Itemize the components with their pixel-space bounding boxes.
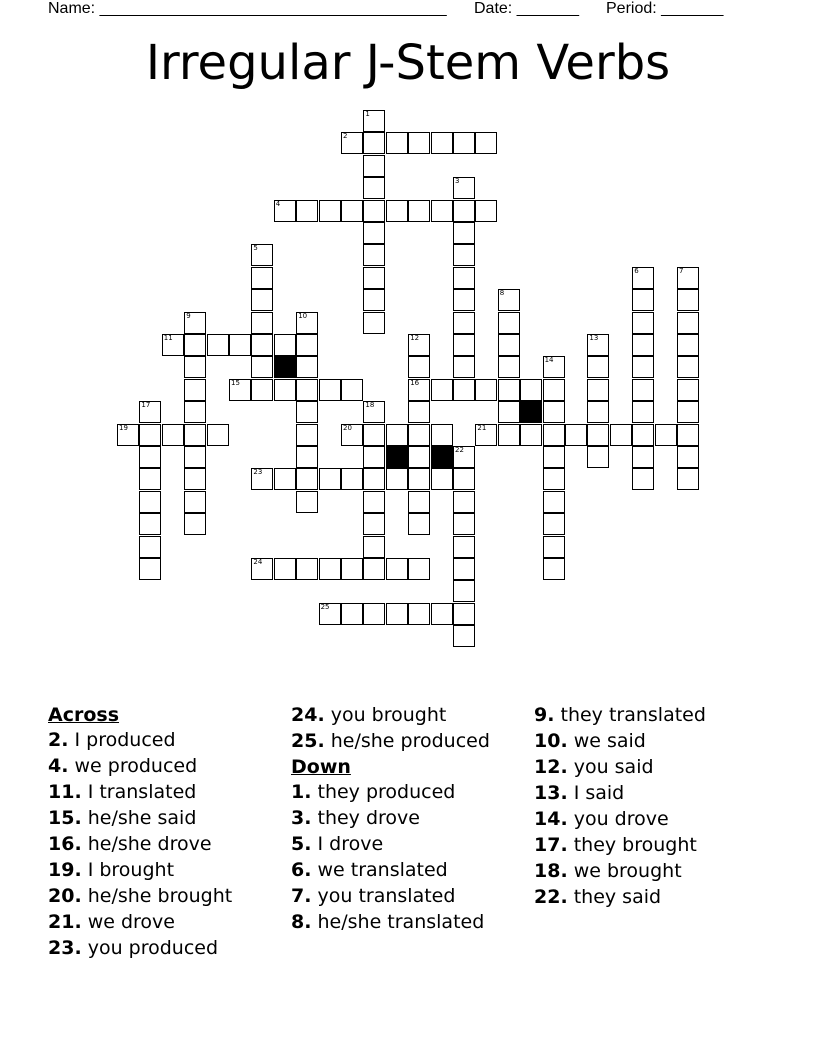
clue-text: we brought	[567, 860, 682, 882]
grid-cell[interactable]	[251, 267, 273, 289]
grid-cell[interactable]	[363, 424, 385, 446]
grid-cell[interactable]	[453, 379, 475, 401]
grid-cell[interactable]	[632, 356, 654, 378]
grid-cell[interactable]	[386, 424, 408, 446]
clue-number: 3	[455, 177, 460, 186]
grid-cell[interactable]	[632, 401, 654, 423]
grid-cell[interactable]	[296, 491, 318, 513]
grid-cell[interactable]	[274, 468, 296, 490]
grid-cell[interactable]	[363, 132, 385, 154]
grid-cell[interactable]	[475, 424, 497, 446]
grid-cell[interactable]	[655, 424, 677, 446]
grid-cell[interactable]	[296, 312, 318, 334]
date-label: Date:	[474, 0, 513, 17]
grid-cell[interactable]	[408, 491, 430, 513]
grid-cell[interactable]	[363, 513, 385, 535]
clues-column-1	[48, 703, 278, 962]
grid-cell[interactable]	[453, 603, 475, 625]
grid-cell[interactable]	[632, 267, 654, 289]
grid-cell[interactable]	[453, 222, 475, 244]
down-heading: Down	[291, 756, 351, 778]
clue-text: he/she said	[81, 807, 197, 829]
grid-cell[interactable]	[296, 379, 318, 401]
grid-cell[interactable]	[453, 312, 475, 334]
grid-cell[interactable]	[498, 379, 520, 401]
clue-number-label: 10.	[534, 730, 568, 752]
clue-number: 5	[253, 244, 258, 253]
grid-cell[interactable]	[363, 312, 385, 334]
clue-item	[534, 807, 774, 832]
grid-cell[interactable]	[431, 200, 453, 222]
grid-cell[interactable]	[184, 446, 206, 468]
clue-number: 2	[343, 132, 348, 141]
grid-cell[interactable]	[632, 468, 654, 490]
grid-cell[interactable]	[610, 424, 632, 446]
grid-cell[interactable]	[184, 424, 206, 446]
grid-cell[interactable]	[251, 289, 273, 311]
clue-text: I produced	[68, 729, 176, 751]
clue-number-label: 7.	[291, 885, 312, 907]
clue-text: you produced	[81, 937, 219, 959]
grid-cell[interactable]	[139, 536, 161, 558]
grid-cell[interactable]	[677, 446, 699, 468]
clue-number: 17	[141, 401, 151, 410]
grid-cell[interactable]	[453, 491, 475, 513]
clue-text: he/she drove	[81, 833, 212, 855]
grid-cell[interactable]	[251, 334, 273, 356]
grid-cell[interactable]	[453, 267, 475, 289]
grid-cell[interactable]	[363, 177, 385, 199]
grid-cell[interactable]	[184, 379, 206, 401]
clue-text: you said	[567, 756, 654, 778]
grid-cell[interactable]	[363, 110, 385, 132]
clue-number: 6	[634, 266, 639, 275]
grid-cell[interactable]	[363, 289, 385, 311]
black-square	[520, 401, 542, 423]
clue-item	[291, 858, 491, 883]
grid-cell[interactable]	[408, 446, 430, 468]
clue-number-label: 16.	[48, 833, 82, 855]
grid-cell[interactable]	[341, 603, 363, 625]
grid-cell[interactable]	[543, 424, 565, 446]
clue-item	[534, 755, 774, 780]
grid-cell[interactable]	[475, 200, 497, 222]
clues-column-3	[534, 703, 774, 911]
grid-cell[interactable]	[453, 513, 475, 535]
clue-item	[291, 910, 491, 935]
grid-cell[interactable]	[296, 356, 318, 378]
grid-cell[interactable]	[431, 424, 453, 446]
clue-item	[48, 910, 278, 935]
grid-cell[interactable]	[386, 603, 408, 625]
clue-text: they said	[567, 886, 662, 908]
clue-number: 24	[253, 558, 263, 566]
clue-number: 1	[365, 110, 370, 118]
grid-cell[interactable]	[408, 424, 430, 446]
grid-cell[interactable]	[453, 558, 475, 580]
grid-cell[interactable]	[408, 379, 430, 401]
black-square	[274, 356, 296, 378]
grid-cell[interactable]	[453, 446, 475, 468]
grid-cell[interactable]	[229, 379, 251, 401]
clue-text: I translated	[81, 781, 197, 803]
grid-cell[interactable]	[386, 200, 408, 222]
grid-cell[interactable]	[453, 200, 475, 222]
grid-cell[interactable]	[251, 356, 273, 378]
clue-number: 20	[343, 423, 352, 432]
grid-cell[interactable]	[453, 334, 475, 356]
grid-cell[interactable]	[408, 558, 430, 580]
across-heading: Across	[48, 704, 120, 726]
clue-number-label: 23.	[48, 937, 82, 959]
grid-cell[interactable]	[319, 603, 341, 625]
grid-cell[interactable]	[453, 356, 475, 378]
clue-item	[534, 885, 774, 910]
clue-item	[534, 859, 774, 884]
clue-number: 4	[275, 199, 281, 208]
clue-number-label: 15.	[48, 807, 82, 829]
clue-number-label: 2.	[48, 729, 69, 751]
grid-cell[interactable]	[431, 132, 453, 154]
clue-text: you translated	[311, 885, 456, 907]
clue-number: 11	[163, 334, 173, 342]
grid-cell[interactable]	[520, 424, 542, 446]
clue-item	[534, 703, 774, 728]
clue-item	[48, 884, 278, 909]
grid-cell[interactable]	[587, 446, 609, 468]
grid-cell[interactable]	[498, 289, 520, 311]
clue-text: they brought	[567, 834, 697, 856]
black-square	[431, 446, 453, 468]
grid-cell[interactable]	[139, 424, 161, 446]
grid-cell[interactable]	[184, 356, 206, 378]
clue-number: 18	[365, 401, 375, 410]
date-line: _______	[516, 0, 579, 17]
clue-number: 8	[499, 289, 505, 298]
grid-cell[interactable]	[363, 558, 385, 580]
clue-item	[291, 703, 491, 728]
grid-cell[interactable]	[162, 424, 184, 446]
grid-cell[interactable]	[498, 424, 520, 446]
grid-cell[interactable]	[319, 200, 341, 222]
clue-number-label: 24.	[291, 704, 325, 726]
clue-text: he/she translated	[311, 911, 485, 933]
grid-cell[interactable]	[543, 379, 565, 401]
grid-cell[interactable]	[498, 401, 520, 423]
grid-cell[interactable]	[475, 379, 497, 401]
grid-cell[interactable]	[498, 334, 520, 356]
grid-cell[interactable]	[677, 312, 699, 334]
clue-text: we translated	[311, 859, 448, 881]
clue-item	[48, 754, 278, 779]
grid-cell[interactable]	[632, 446, 654, 468]
grid-cell[interactable]	[363, 446, 385, 468]
clue-item	[291, 806, 491, 831]
grid-cell[interactable]	[184, 312, 206, 334]
grid-cell[interactable]	[632, 312, 654, 334]
grid-cell[interactable]	[587, 356, 609, 378]
grid-cell[interactable]	[453, 625, 475, 647]
grid-cell[interactable]	[408, 513, 430, 535]
grid-cell[interactable]	[162, 334, 184, 356]
grid-cell[interactable]	[274, 334, 296, 356]
clue-item	[48, 832, 278, 857]
clue-number: 22	[455, 446, 464, 454]
grid-cell[interactable]	[453, 177, 475, 199]
clue-number: 19	[119, 423, 128, 432]
grid-cell[interactable]	[184, 401, 206, 423]
clue-number: 25	[320, 602, 330, 611]
grid-cell[interactable]	[139, 558, 161, 580]
grid-cell[interactable]	[184, 491, 206, 513]
clue-item	[534, 833, 774, 858]
grid-cell[interactable]	[632, 334, 654, 356]
clue-number-label: 19.	[48, 859, 82, 881]
grid-cell[interactable]	[587, 401, 609, 423]
clue-number-label: 20.	[48, 885, 82, 907]
grid-cell[interactable]	[274, 379, 296, 401]
grid-cell[interactable]	[139, 468, 161, 490]
grid-cell[interactable]	[520, 379, 542, 401]
clue-text: he/she brought	[81, 885, 233, 907]
grid-cell[interactable]	[408, 401, 430, 423]
grid-cell[interactable]	[296, 468, 318, 490]
grid-cell[interactable]	[543, 468, 565, 490]
clue-number-label: 13.	[534, 782, 568, 804]
grid-cell[interactable]	[363, 603, 385, 625]
grid-cell[interactable]	[677, 267, 699, 289]
clue-item	[291, 729, 491, 754]
grid-cell[interactable]	[587, 424, 609, 446]
clue-text: you brought	[324, 704, 447, 726]
clue-number: 14	[544, 356, 554, 365]
clue-item	[48, 806, 278, 831]
clue-number: 21	[477, 423, 487, 432]
clue-number: 10	[298, 311, 308, 320]
grid-cell[interactable]	[632, 424, 654, 446]
grid-cell[interactable]	[543, 356, 565, 378]
clue-number-label: 14.	[534, 808, 568, 830]
grid-cell[interactable]	[363, 468, 385, 490]
grid-cell[interactable]	[475, 132, 497, 154]
clue-text: we produced	[68, 755, 198, 777]
clue-number-label: 5.	[291, 833, 312, 855]
name-label: Name:	[48, 0, 96, 17]
grid-cell[interactable]	[386, 558, 408, 580]
grid-cell[interactable]	[408, 468, 430, 490]
grid-cell[interactable]	[139, 401, 161, 423]
grid-cell[interactable]	[319, 468, 341, 490]
grid-cell[interactable]	[677, 289, 699, 311]
clue-number-label: 22.	[534, 886, 568, 908]
grid-cell[interactable]	[498, 356, 520, 378]
grid-cell[interactable]	[363, 401, 385, 423]
grid-cell[interactable]	[363, 200, 385, 222]
grid-cell[interactable]	[453, 289, 475, 311]
clue-number-label: 18.	[534, 860, 568, 882]
grid-cell[interactable]	[453, 244, 475, 266]
clue-item	[291, 884, 491, 909]
clue-number-label: 25.	[291, 730, 325, 752]
grid-cell[interactable]	[296, 446, 318, 468]
grid-cell[interactable]	[431, 379, 453, 401]
grid-cell[interactable]	[363, 491, 385, 513]
clue-number: 9	[186, 311, 191, 320]
grid-cell[interactable]	[453, 536, 475, 558]
clue-number-label: 21.	[48, 911, 82, 933]
clue-item	[48, 728, 278, 753]
grid-cell[interactable]	[341, 558, 363, 580]
clue-item	[48, 936, 278, 961]
grid-cell[interactable]	[543, 536, 565, 558]
clue-item	[48, 858, 278, 883]
grid-cell[interactable]	[543, 513, 565, 535]
clue-number: 23	[253, 468, 263, 477]
grid-cell[interactable]	[677, 424, 699, 446]
grid-cell[interactable]	[184, 513, 206, 535]
grid-cell[interactable]	[632, 289, 654, 311]
grid-cell[interactable]	[408, 200, 430, 222]
grid-cell[interactable]	[296, 200, 318, 222]
clue-text: we said	[567, 730, 646, 752]
grid-cell[interactable]	[386, 468, 408, 490]
clue-text: he/she produced	[324, 730, 490, 752]
period-label: Period:	[606, 0, 657, 17]
grid-cell[interactable]	[117, 424, 139, 446]
clue-number-label: 11.	[48, 781, 82, 803]
grid-cell[interactable]	[139, 446, 161, 468]
grid-cell[interactable]	[251, 379, 273, 401]
grid-cell[interactable]	[251, 468, 273, 490]
clue-item	[291, 780, 491, 805]
page-title: Irregular J-Stem Verbs	[145, 35, 671, 91]
grid-cell[interactable]	[587, 334, 609, 356]
clue-number-label: 3.	[291, 807, 312, 829]
clue-number-label: 6.	[291, 859, 312, 881]
name-line: _______________________________________	[99, 0, 447, 17]
grid-cell[interactable]	[431, 468, 453, 490]
grid-cell[interactable]	[363, 244, 385, 266]
clue-text: I brought	[81, 859, 175, 881]
grid-cell[interactable]	[363, 536, 385, 558]
grid-cell[interactable]	[453, 468, 475, 490]
grid-cell[interactable]	[296, 334, 318, 356]
clue-number: 13	[589, 334, 599, 342]
grid-cell[interactable]	[251, 244, 273, 266]
grid-cell[interactable]	[139, 491, 161, 513]
grid-cell[interactable]	[274, 558, 296, 580]
grid-cell[interactable]	[498, 312, 520, 334]
clue-item	[534, 781, 774, 806]
grid-cell[interactable]	[677, 379, 699, 401]
grid-cell[interactable]	[251, 558, 273, 580]
grid-cell[interactable]	[341, 468, 363, 490]
clue-number-label: 4.	[48, 755, 69, 777]
clue-text: they drove	[311, 807, 420, 829]
grid-cell[interactable]	[363, 155, 385, 177]
grid-cell[interactable]	[229, 334, 251, 356]
grid-cell[interactable]	[296, 401, 318, 423]
clue-text: we drove	[81, 911, 175, 933]
grid-cell[interactable]	[543, 401, 565, 423]
clues-column-2	[291, 703, 491, 936]
grid-cell[interactable]	[251, 312, 273, 334]
grid-cell[interactable]	[543, 558, 565, 580]
grid-cell[interactable]	[139, 513, 161, 535]
grid-cell[interactable]	[207, 424, 229, 446]
clue-text: I drove	[311, 833, 384, 855]
clue-number-label: 8.	[291, 911, 312, 933]
grid-cell[interactable]	[408, 356, 430, 378]
clue-number-label: 12.	[534, 756, 568, 778]
clue-number: 16	[410, 378, 420, 387]
clue-number: 15	[231, 378, 240, 387]
grid-cell[interactable]	[207, 334, 229, 356]
grid-cell[interactable]	[184, 334, 206, 356]
grid-cell[interactable]	[319, 558, 341, 580]
clue-item	[48, 780, 278, 805]
grid-cell[interactable]	[677, 356, 699, 378]
grid-cell[interactable]	[431, 603, 453, 625]
clue-number-label: 9.	[534, 704, 555, 726]
clue-number-label: 17.	[534, 834, 568, 856]
clue-text: they produced	[311, 781, 456, 803]
grid-cell[interactable]	[341, 132, 363, 154]
grid-cell[interactable]	[296, 558, 318, 580]
clue-item	[534, 729, 774, 754]
grid-cell[interactable]	[408, 132, 430, 154]
clue-text: I said	[567, 782, 625, 804]
black-square	[386, 446, 408, 468]
grid-cell[interactable]	[587, 379, 609, 401]
grid-cell[interactable]	[296, 424, 318, 446]
clue-text: they translated	[554, 704, 706, 726]
grid-cell[interactable]	[363, 222, 385, 244]
grid-cell[interactable]	[341, 200, 363, 222]
grid-cell[interactable]	[408, 334, 430, 356]
clue-text: you drove	[567, 808, 669, 830]
clue-number: 7	[679, 266, 684, 275]
grid-cell[interactable]	[341, 424, 363, 446]
grid-cell[interactable]	[386, 132, 408, 154]
grid-cell[interactable]	[341, 379, 363, 401]
clue-number-label: 1.	[291, 781, 312, 803]
grid-cell[interactable]	[632, 379, 654, 401]
grid-cell[interactable]	[677, 468, 699, 490]
grid-cell[interactable]	[363, 267, 385, 289]
clue-number: 12	[410, 334, 420, 342]
grid-cell[interactable]	[677, 401, 699, 423]
grid-cell[interactable]	[677, 334, 699, 356]
period-line: _______	[661, 0, 724, 17]
grid-cell[interactable]	[274, 200, 296, 222]
grid-cell[interactable]	[408, 603, 430, 625]
grid-cell[interactable]	[184, 468, 206, 490]
grid-cell[interactable]	[453, 132, 475, 154]
grid-cell[interactable]	[543, 446, 565, 468]
clue-item	[291, 832, 491, 857]
grid-cell[interactable]	[565, 424, 587, 446]
grid-cell[interactable]	[319, 379, 341, 401]
grid-cell[interactable]	[453, 580, 475, 602]
grid-cell[interactable]	[543, 491, 565, 513]
